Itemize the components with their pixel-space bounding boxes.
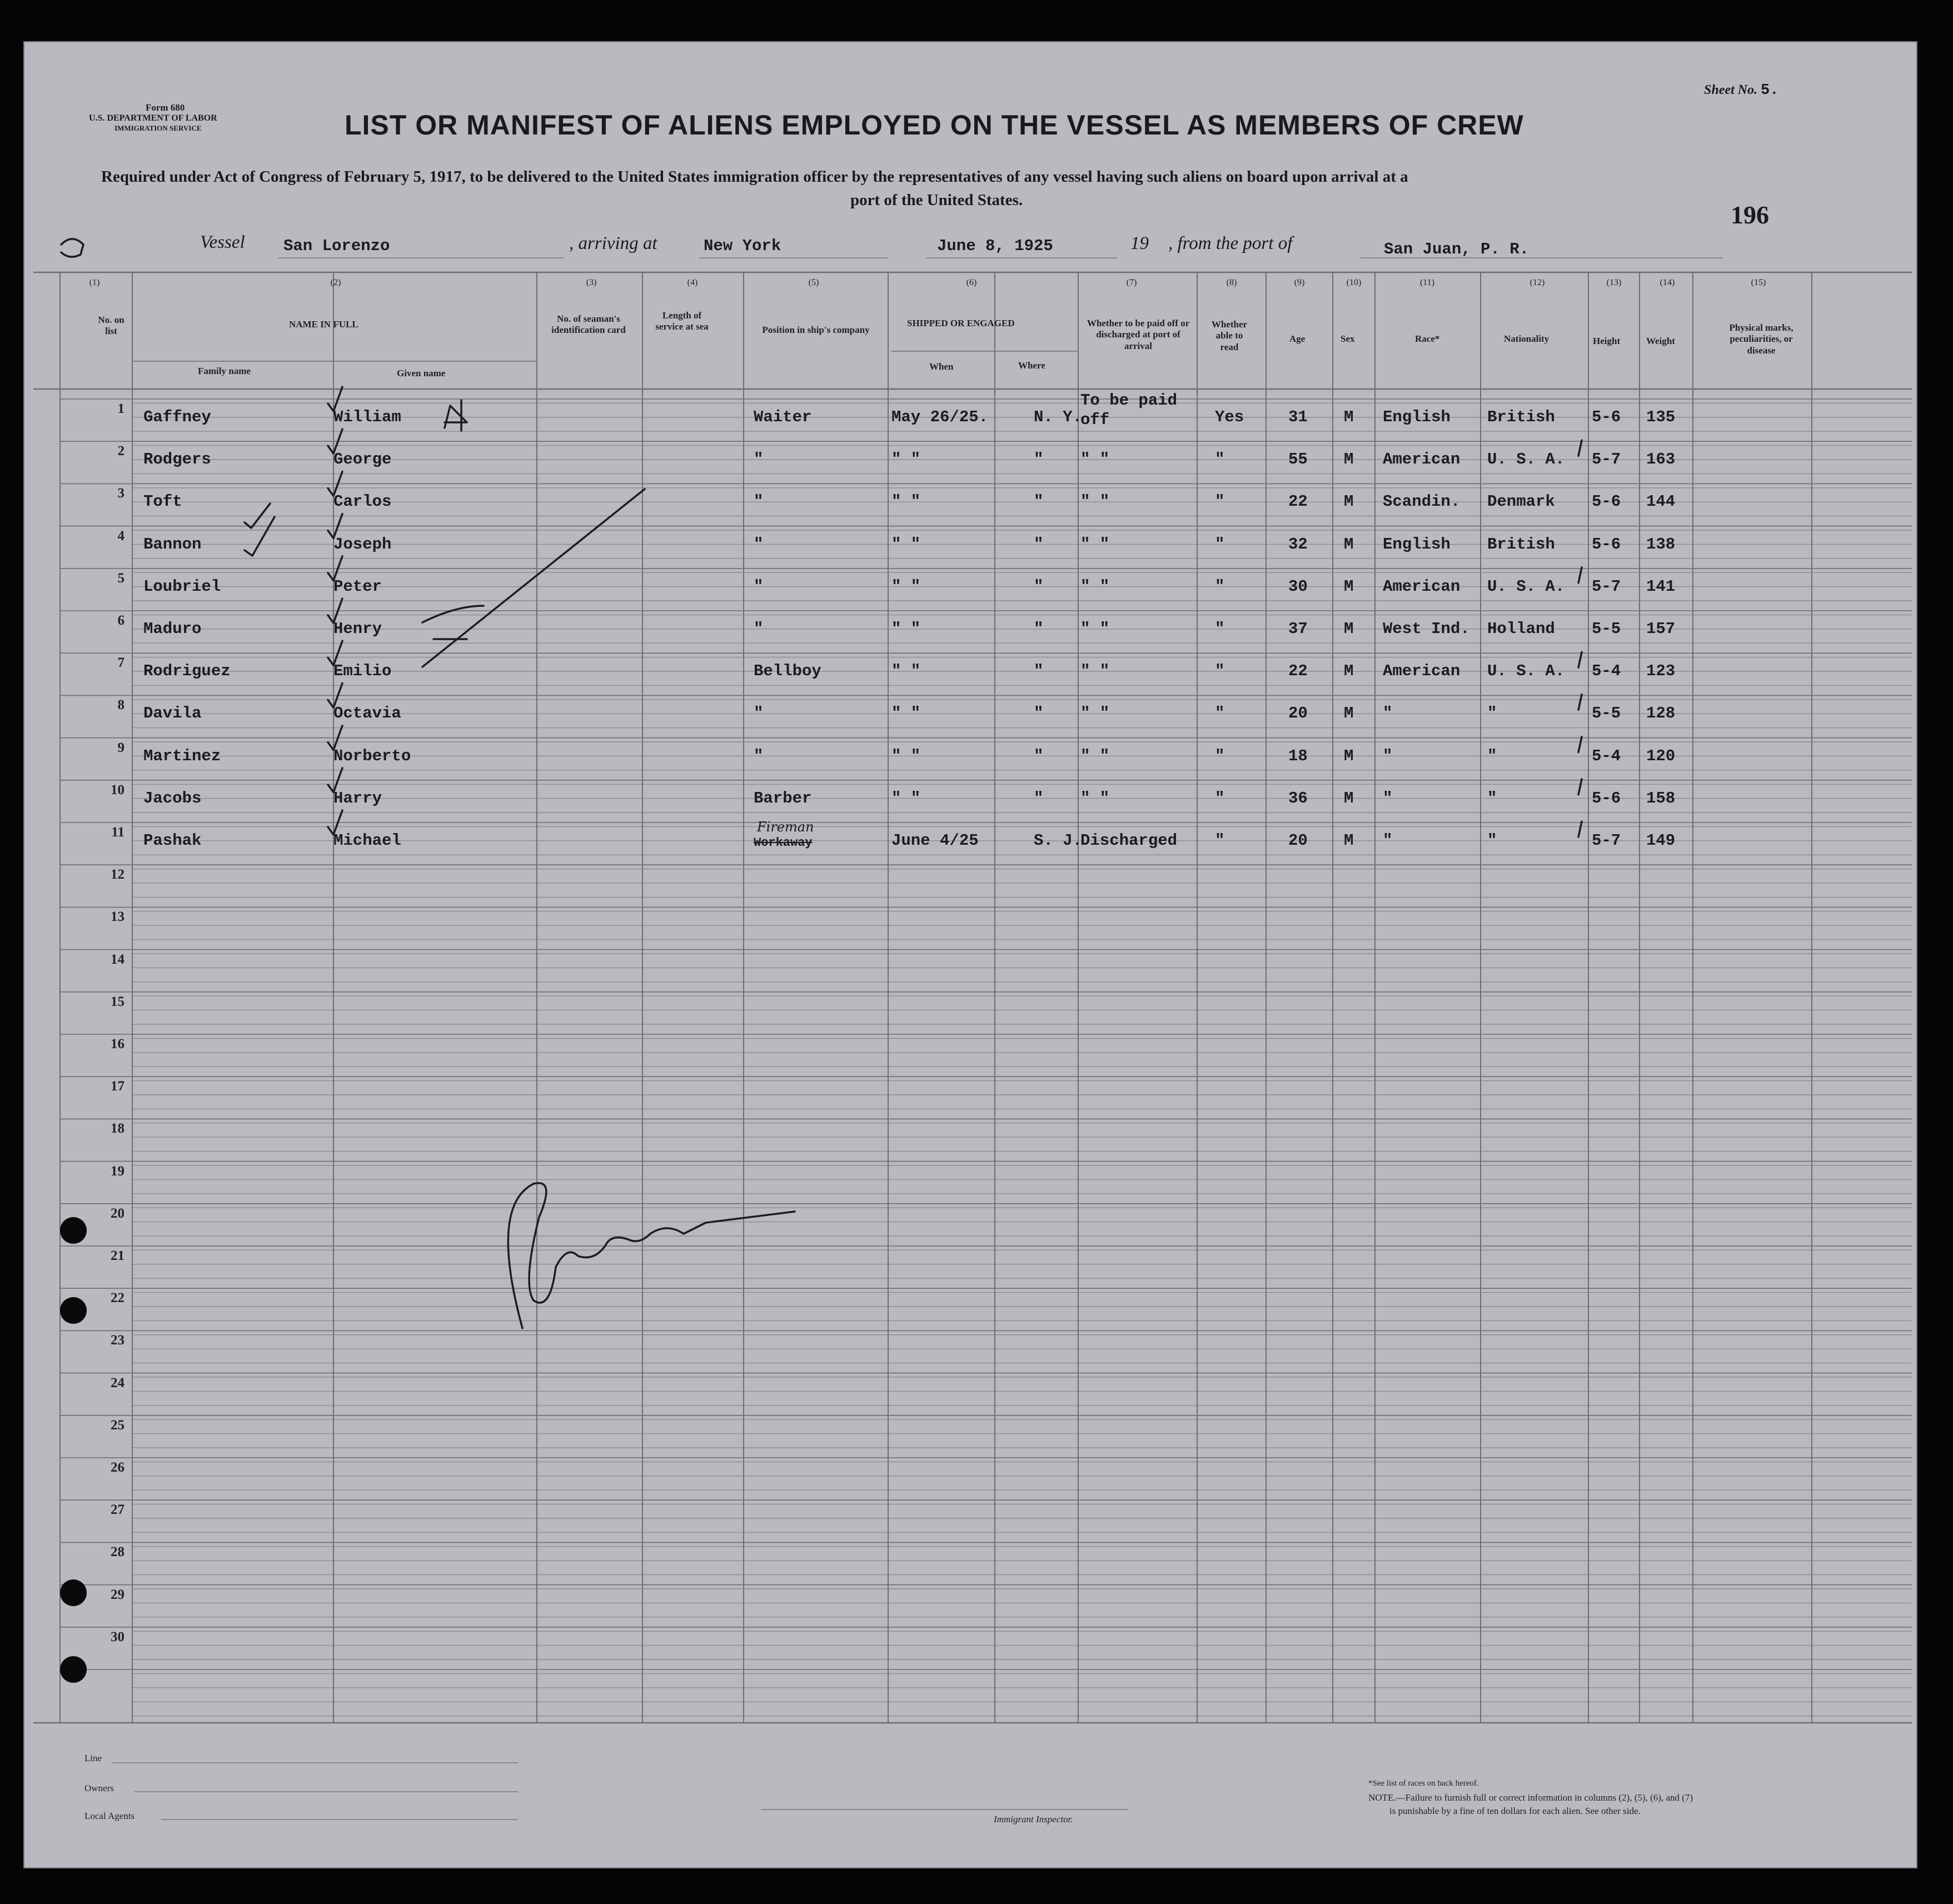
column-number: (10) (1346, 278, 1362, 287)
vessel-label: Vessel (200, 232, 245, 252)
col-head-where: Where (1018, 360, 1045, 371)
cell-when: " " (891, 450, 921, 469)
cell-given: George (333, 450, 392, 469)
tick-mark (1578, 694, 1582, 710)
cell-sex: M (1344, 704, 1354, 723)
column-number: (14) (1660, 278, 1675, 287)
cell-weight: 120 (1646, 746, 1676, 765)
corner-mark (61, 239, 83, 257)
cell-sex: M (1344, 408, 1354, 426)
owners-label: Owners (84, 1783, 114, 1793)
cell-where: " (1034, 535, 1044, 554)
handwritten-four (445, 400, 467, 431)
immigrant-inspector-label: Immigrant Inspector. (994, 1814, 1073, 1825)
cell-when: " " (891, 620, 921, 638)
cell-position: Waiter (754, 408, 812, 426)
cell-sex: M (1344, 535, 1354, 554)
cell-given: Harry (333, 789, 382, 808)
cell-family: Toft (143, 492, 182, 511)
cell-height: 5-4 (1592, 746, 1621, 765)
cell-paid-off: " " (1080, 450, 1110, 469)
cell-position: " (754, 535, 764, 554)
line-number: 3 (117, 486, 124, 501)
line-number: 19 (111, 1163, 124, 1179)
diagonal-stroke (422, 606, 484, 622)
cell-position: Barber (754, 789, 812, 808)
tick-mark (1578, 737, 1582, 752)
cell-weight: 144 (1646, 492, 1676, 511)
arriving-port: New York (704, 237, 781, 255)
cell-age: 32 (1288, 535, 1308, 554)
line-number: 22 (111, 1290, 124, 1306)
cell-race: American (1383, 450, 1461, 469)
line-number: 18 (111, 1121, 124, 1137)
sheet-value: 5. (1761, 82, 1779, 99)
cell-race: " (1383, 746, 1393, 765)
column-number: (3) (586, 278, 597, 287)
cell-weight: 158 (1646, 789, 1676, 808)
cell-race: American (1383, 662, 1461, 681)
cell-weight: 149 (1646, 831, 1676, 850)
cell-height: 5-6 (1592, 535, 1621, 554)
form-subtitle-1: Required under Act of Congress of February 5, 1917, to be delivered to the United States immigration officer by the representatives of any vessel having such aliens on board upon arrival at a (101, 168, 1408, 186)
tick-mark (1578, 779, 1582, 795)
cell-position: Workaway (754, 836, 813, 850)
cell-sex: M (1344, 789, 1354, 808)
cell-nationality: U. S. A. (1487, 577, 1565, 596)
cell-nationality: " (1487, 789, 1497, 808)
cell-height: 5-5 (1592, 704, 1621, 723)
cell-race: Scandin. (1383, 492, 1461, 511)
cell-paid-off: " " (1080, 535, 1110, 554)
vessel-name: San Lorenzo (283, 237, 390, 255)
column-number: (12) (1529, 278, 1545, 287)
column-number: (15) (1751, 278, 1766, 287)
cell-paid-off: " " (1080, 577, 1110, 596)
cell-position: " (754, 577, 764, 596)
line-number: 29 (111, 1587, 124, 1602)
cell-position: " (754, 704, 764, 723)
cell-read: " (1215, 577, 1225, 596)
line-number: 15 (111, 994, 124, 1009)
cell-paid-off: To be paid off (1080, 391, 1178, 429)
cell-paid-off: " " (1080, 789, 1110, 808)
cell-height: 5-4 (1592, 662, 1621, 681)
line-number: 28 (111, 1544, 124, 1560)
cell-race: American (1383, 577, 1461, 596)
cell-nationality: Holland (1487, 620, 1555, 638)
sheet-label: Sheet No. (1704, 83, 1757, 97)
line-number: 26 (111, 1460, 124, 1475)
cell-read: " (1215, 662, 1225, 681)
year-label: 19 (1130, 233, 1149, 253)
col-head-shipped: SHIPPED OR ENGAGED (907, 318, 1015, 328)
col-head-name: NAME IN FULL (289, 319, 358, 330)
cell-family: Martinez (143, 746, 221, 765)
col-head-race: Race* (1415, 333, 1440, 344)
column-number: (8) (1226, 278, 1237, 287)
cell-paid-off: " " (1080, 704, 1110, 723)
cell-given: Michael (333, 831, 401, 850)
col-head-nationality: Nationality (1504, 333, 1550, 344)
cell-when: " " (891, 535, 921, 554)
arriving-label: , arriving at (569, 233, 657, 253)
line-number: 30 (111, 1629, 124, 1644)
penalty-note-2: is punishable by a fine of ten dollars for each alien. See other side. (1389, 1806, 1641, 1816)
cell-read: " (1215, 450, 1225, 469)
from-port-label: , from the port of (1168, 233, 1293, 253)
line-number: 12 (111, 867, 124, 883)
cell-paid-off: Discharged (1080, 831, 1178, 850)
tick-mark (1578, 567, 1582, 583)
cell-nationality: British (1487, 535, 1555, 554)
cell-where: " (1034, 789, 1044, 808)
cell-given: Joseph (333, 535, 392, 554)
cell-sex: M (1344, 831, 1354, 850)
races-note: *See list of races on back hereof. (1368, 1779, 1479, 1788)
cell-sex: M (1344, 577, 1354, 596)
line-number: 5 (117, 570, 124, 586)
tick-mark (1578, 440, 1582, 456)
cell-age: 22 (1288, 662, 1308, 681)
cell-where: " (1034, 662, 1044, 681)
cell-race: " (1383, 789, 1393, 808)
cell-given: Henry (333, 620, 382, 638)
cell-position: " (754, 620, 764, 638)
col-head-weight: Weight (1646, 336, 1675, 346)
cell-paid-off: " " (1080, 620, 1110, 638)
cell-position: " (754, 450, 764, 469)
cell-read: " (1215, 704, 1225, 723)
local-agents-label: Local Agents (84, 1811, 135, 1821)
line-number: 6 (117, 613, 124, 628)
col-head-sex: Sex (1341, 333, 1355, 344)
page-stamp: 196 (1731, 201, 1769, 229)
cell-weight: 135 (1646, 408, 1676, 426)
cell-weight: 128 (1646, 704, 1676, 723)
cell-given: Octavia (333, 704, 401, 723)
cell-weight: 123 (1646, 662, 1676, 681)
col-head-age: Age (1289, 333, 1306, 344)
cell-family: Maduro (143, 620, 202, 638)
cell-sex: M (1344, 450, 1354, 469)
tick-mark (1578, 652, 1582, 667)
cell-when: May 26/25. (891, 408, 989, 426)
line-number: 20 (111, 1205, 124, 1221)
cell-when: " " (891, 789, 921, 808)
cell-position: Bellboy (754, 662, 821, 681)
cell-family: Davila (143, 704, 202, 723)
cell-given: Norberto (333, 746, 411, 765)
column-number: (11) (1419, 278, 1435, 287)
cell-sex: M (1344, 492, 1354, 511)
column-number: (2) (330, 278, 341, 287)
from-port: San Juan, P. R. (1384, 240, 1529, 258)
line-number: 7 (117, 655, 124, 671)
cell-height: 5-7 (1592, 577, 1621, 596)
cell-race: " (1383, 704, 1393, 723)
cell-position: " (754, 492, 764, 511)
cell-when: " " (891, 704, 921, 723)
column-number: (9) (1294, 278, 1305, 287)
punch-hole (60, 1217, 87, 1244)
cell-race: English (1383, 408, 1451, 426)
cell-read: " (1215, 492, 1225, 511)
cell-sex: M (1344, 746, 1354, 765)
cell-read: " (1215, 535, 1225, 554)
col-head-family: Family name (198, 366, 251, 376)
column-number: (7) (1126, 278, 1137, 287)
punch-hole (60, 1297, 87, 1324)
column-number: (6) (966, 278, 977, 287)
cell-when: " " (891, 662, 921, 681)
column-number: (1) (89, 278, 100, 287)
col-head-length-service: Length of service at sea (655, 310, 709, 332)
cell-given: Peter (333, 577, 382, 596)
line-number: 25 (111, 1417, 124, 1433)
penalty-note-1: NOTE.—Failure to furnish full or correct information in columns (2), (5), (6), and (7) (1368, 1792, 1693, 1803)
cell-nationality: Denmark (1487, 492, 1555, 511)
col-head-no: No. on list (98, 315, 124, 337)
line-number: 23 (111, 1333, 124, 1348)
cell-weight: 163 (1646, 450, 1676, 469)
cell-age: 30 (1288, 577, 1308, 596)
line-number: 1 (117, 401, 124, 416)
cell-read: " (1215, 620, 1225, 638)
cell-nationality: U. S. A. (1487, 450, 1565, 469)
cell-when: " " (891, 577, 921, 596)
cell-given: William (333, 408, 401, 426)
col-head-when: When (929, 361, 954, 372)
line-label: Line (84, 1753, 102, 1763)
column-number: (5) (808, 278, 819, 287)
cell-age: 37 (1288, 620, 1308, 638)
cell-weight: 157 (1646, 620, 1676, 638)
cell-race: " (1383, 831, 1393, 850)
cell-age: 31 (1288, 408, 1308, 426)
line-number: 10 (111, 782, 124, 798)
cell-sex: M (1344, 620, 1354, 638)
cell-family: Jacobs (143, 789, 202, 808)
cell-age: 36 (1288, 789, 1308, 808)
cell-paid-off: " " (1080, 662, 1110, 681)
cell-family: Bannon (143, 535, 202, 554)
cell-race: West Ind. (1383, 620, 1470, 638)
cell-weight: 138 (1646, 535, 1676, 554)
cell-read: Yes (1215, 408, 1244, 426)
cell-when: June 4/25 (891, 831, 979, 850)
position-correction: Fireman (757, 819, 814, 835)
cell-nationality: " (1487, 704, 1497, 723)
cell-family: Rodriguez (143, 662, 231, 681)
cell-paid-off: " " (1080, 492, 1110, 511)
line-number: 27 (111, 1502, 124, 1518)
form-subtitle-2: port of the United States. (850, 191, 1023, 209)
cell-given: Carlos (333, 492, 392, 511)
line-number: 9 (117, 740, 124, 755)
cell-nationality: British (1487, 408, 1555, 426)
cell-height: 5-7 (1592, 450, 1621, 469)
line-number: 11 (111, 825, 124, 840)
arrival-date: June 8, 1925 (937, 237, 1053, 255)
cell-paid-off: " " (1080, 746, 1110, 765)
col-head-paid-off: Whether to be paid off or discharged at port of arrival (1087, 318, 1190, 351)
sheet-number (1704, 82, 1778, 99)
cell-age: 20 (1288, 831, 1308, 850)
cell-where: N. Y. (1034, 408, 1083, 426)
service-label: IMMIGRATION SERVICE (114, 124, 202, 132)
cell-family: Pashak (143, 831, 202, 850)
form-title: LIST OR MANIFEST OF ALIENS EMPLOYED ON THE VESSEL AS MEMBERS OF CREW (345, 109, 1524, 141)
cell-where: " (1034, 492, 1044, 511)
cell-nationality: " (1487, 831, 1497, 850)
tick-mark (1578, 821, 1582, 837)
col-head-able-read: Whether able to read (1211, 319, 1248, 352)
cell-when: " " (891, 746, 921, 765)
col-head-position: Position in ship's company (762, 325, 870, 335)
cell-weight: 141 (1646, 577, 1676, 596)
cell-when: " " (891, 492, 921, 511)
cell-height: 5-5 (1592, 620, 1621, 638)
cell-given: Emilio (333, 662, 392, 681)
cell-where: " (1034, 577, 1044, 596)
line-number: 8 (117, 697, 124, 713)
cell-read: " (1215, 831, 1225, 850)
cell-height: 5-6 (1592, 492, 1621, 511)
checkmark-icon (245, 517, 275, 556)
line-number: 24 (111, 1375, 124, 1390)
cell-nationality: U. S. A. (1487, 662, 1565, 681)
col-head-height: Height (1593, 336, 1621, 346)
line-number: 4 (117, 528, 124, 544)
line-number: 13 (111, 909, 124, 925)
cell-height: 5-6 (1592, 789, 1621, 808)
cell-where: S. J. (1034, 831, 1083, 850)
col-head-physical: Physical marks, peculiarities, or disease (1729, 322, 1793, 356)
cell-age: 22 (1288, 492, 1308, 511)
line-number: 14 (111, 951, 124, 967)
line-number: 21 (111, 1248, 124, 1263)
col-head-given: Given name (397, 368, 446, 378)
col-head-id-card: No. of seaman's identification card (551, 313, 626, 336)
line-number: 16 (111, 1036, 124, 1051)
department-label: U.S. DEPARTMENT OF LABOR (89, 113, 217, 123)
cell-family: Gaffney (143, 408, 211, 426)
column-number: (4) (687, 278, 698, 287)
cell-race: English (1383, 535, 1451, 554)
cell-position: " (754, 746, 764, 765)
cell-age: 18 (1288, 746, 1308, 765)
cell-sex: M (1344, 662, 1354, 681)
cell-where: " (1034, 704, 1044, 723)
cell-where: " (1034, 450, 1044, 469)
cell-where: " (1034, 620, 1044, 638)
line-number: 17 (111, 1079, 124, 1094)
cell-family: Loubriel (143, 577, 221, 596)
punch-hole (60, 1656, 87, 1683)
cell-height: 5-6 (1592, 408, 1621, 426)
cell-read: " (1215, 746, 1225, 765)
column-number: (13) (1606, 278, 1622, 287)
punch-hole (60, 1579, 87, 1606)
cell-age: 55 (1288, 450, 1308, 469)
cell-family: Rodgers (143, 450, 211, 469)
form-number: Form 680 (146, 102, 185, 113)
cell-age: 20 (1288, 704, 1308, 723)
cell-nationality: " (1487, 746, 1497, 765)
cell-height: 5-7 (1592, 831, 1621, 850)
cell-where: " (1034, 746, 1044, 765)
cell-read: " (1215, 789, 1225, 808)
line-number: 2 (117, 443, 124, 459)
